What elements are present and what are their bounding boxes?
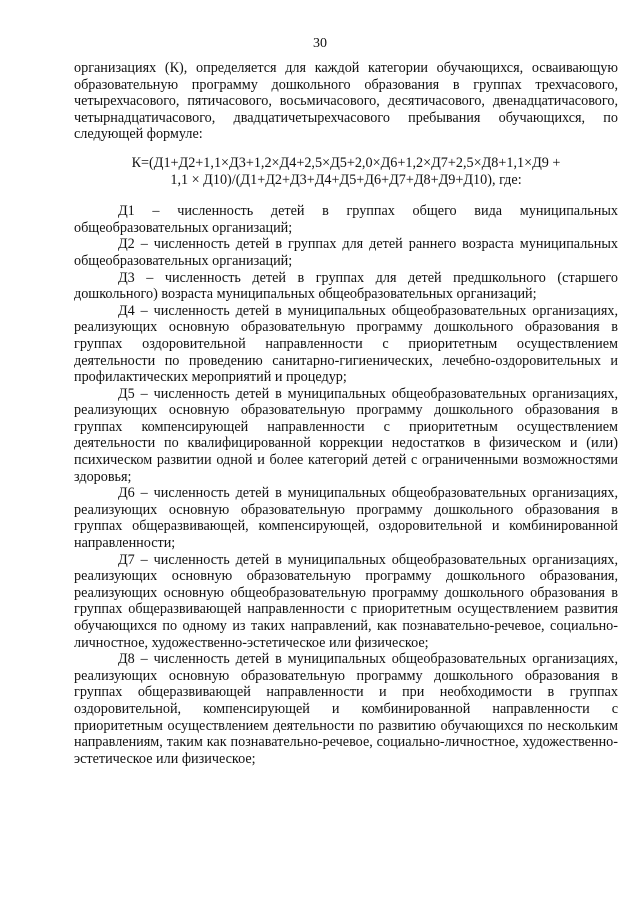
definition-d3: Д3 – численность детей в группах для детей предшкольного (старшего дошкольного) возраста муниципальных общеобразовательных организаций; [74, 269, 618, 303]
definition-d5: Д5 – численность детей в муниципальных общеобразовательных организациях, реализующих основную образовательную программу дошкольного образования в группах компенсирующей направленности с приоритетным осуществлением деятельности по квалифицированной коррекции недостатков в физическом и (или) психическом развитии одной и более категорий детей с ограниченными возможностями здоровья; [74, 385, 618, 485]
formula-line-2: 1,1 × Д10)/(Д1+Д2+Д3+Д4+Д5+Д6+Д7+Д8+Д9+Д10), где: [170, 171, 522, 188]
formula [74, 155, 618, 188]
definition-d2: Д2 – численность детей в группах для детей раннего возраста муниципальных общеобразовательных организаций; [74, 236, 618, 269]
definition-d4: Д4 – численность детей в муниципальных общеобразовательных организациях, реализующих основную образовательную программу дошкольного образования в группах оздоровительной направленности с приоритетным осуществлением деятельности по проведению санитарно-гигиенических, лечебно-оздоровительных и профилактических мероприятий и процедур; [74, 302, 618, 386]
document-body [74, 60, 618, 767]
page-number: 30 [313, 36, 327, 51]
definition-d6: Д6 – численность детей в муниципальных общеобразовательных организациях, реализующих основную образовательную программу дошкольного образования в группах общеразвивающей, компенсирующей, оздоровительной и комбинированной направленности; [74, 485, 618, 552]
definition-d7: Д7 – численность детей в муниципальных общеобразовательных организациях, реализующих основную образовательную программу дошкольного образования, реализующих основную общеобразовательную программу дошкольного образования в группах общеразвивающей направленности с приоритетным осуществлением развития обучающихся по одному из таких направлений, как познавательно-речевое, социально-личностное, художественно-эстетическое или физическое; [74, 551, 618, 651]
definition-d8: Д8 – численность детей в муниципальных общеобразовательных организациях, реализующих основную образовательную программу дошкольного образования в группах общеразвивающей направленности и при необходимости в группах оздоровительной, компенсирующей и комбинированной направленности с приоритетным осуществлением деятельности по развитию обучающихся по нескольким направлениям, таким как познавательно-речевое, социально-личностное, художественно-эстетическое или физическое; [74, 651, 618, 767]
formula-line-1: К=(Д1+Д2+1,1×Д3+1,2×Д4+2,5×Д5+2,0×Д6+1,2×Д7+2,5×Д8+1,1×Д9 + [131, 154, 561, 171]
intro-paragraph: организациях (К), определяется для каждой категории обучающихся, осваивающую образовательную программу дошкольного образования в группах трехчасового, четырехчасового, пятичасового, восьмичасового, десятичасового, двенадцатичасового, четырнадцатичасового, двадцатичетырехчасового пребывания обучающихся, по следующей формуле: [74, 60, 618, 143]
definition-d1: Д1 – численность детей в группах общего вида муниципальных общеобразовательных организаций; [74, 203, 618, 236]
